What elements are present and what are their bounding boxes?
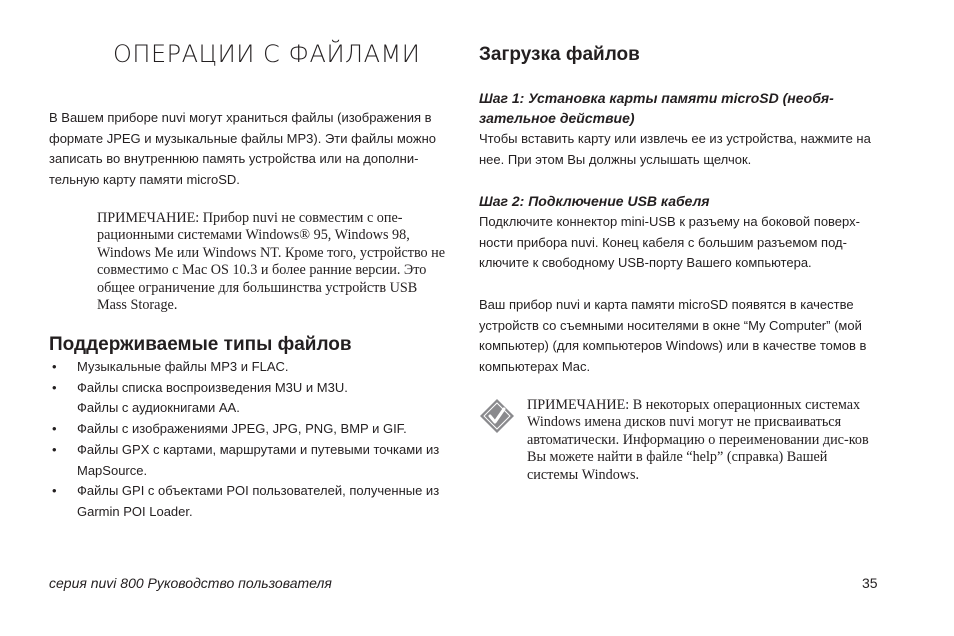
list-item-text: Файлы с изображениями JPEG, JPG, PNG, BMP и GIF. bbox=[77, 421, 407, 437]
bullet-icon: • bbox=[52, 421, 57, 437]
list-item bbox=[52, 378, 462, 419]
bullet-icon: • bbox=[52, 483, 57, 499]
note-diamond-check-icon bbox=[479, 398, 515, 434]
list-item bbox=[52, 481, 462, 522]
list-item bbox=[52, 419, 462, 440]
list-item-text: Файлы GPX с картами, маршрутами и путевыми точками из MapSource. bbox=[77, 441, 440, 478]
intro-paragraph: В Вашем приборе nuvi могут храниться файлы (изображения в формате JPEG и музыкальные файлы MP3). Эти файлы можно записать во внутреннюю память устройства или на дополни-тельную карту памяти microSD. bbox=[49, 110, 436, 188]
result-paragraph: Ваш прибор nuvi и карта памяти microSD появятся в качестве устройств со съемными носителями в окне “My Computer” (мой компьютер) (для компьютеров Windows) или в качестве томов в компьютерах Mac. bbox=[479, 297, 867, 375]
bullet-icon: • bbox=[52, 379, 57, 395]
step1-title: Шаг 1: Установка карты памяти microSD (необя-зательное действие) bbox=[479, 90, 834, 126]
step2-title: Шаг 2: Подключение USB кабеля bbox=[479, 193, 710, 209]
upload-files-heading: Загрузка файлов bbox=[479, 44, 640, 65]
supported-types-list bbox=[52, 357, 462, 523]
compatibility-note: ПРИМЕЧАНИЕ: Прибор nuvi не совместим с опе-рационными системами Windows® 95, Windows 98, Windows Me или Windows NT. Кроме того, устройство не совместимо с Mac OS 10.3 и более ранние версии. Это общее ограничение для большинства устройств USB Mass Storage. bbox=[97, 210, 446, 314]
bullet-icon: • bbox=[52, 359, 57, 374]
page-number: 35 bbox=[862, 575, 878, 591]
step2-text: Подключите коннектор mini-USB к разъему на боковой поверх-ности прибора nuvi. Конец кабеля с большим разъемом под-ключите к свободному USB-порту Вашего компьютера. bbox=[479, 214, 860, 271]
windows-note: ПРИМЕЧАНИЕ: В некоторых операционных системах Windows имена дисков nuvi могут не присваиваться автоматически. Информацию о переименовании дис-ков Вы можете найти в файле “help” (справка) Вашей системы Windows. bbox=[527, 397, 869, 483]
step1-text: Чтобы вставить карту или извлечь ее из устройства, нажмите на нее. При этом Вы должны услышать щелчок. bbox=[479, 131, 871, 167]
list-item bbox=[52, 440, 462, 481]
list-item-text: Музыкальные файлы MP3 и FLAC. bbox=[77, 359, 289, 374]
list-item-text: Файлы списка воспроизведения M3U и M3U. bbox=[77, 379, 348, 395]
list-item bbox=[52, 357, 462, 378]
list-item-text: Файлы GPI с объектами POI пользователей, полученные из Garmin POI Loader. bbox=[77, 483, 440, 519]
supported-types-heading: Поддерживаемые типы файлов bbox=[49, 334, 352, 355]
footer-manual-title: серия nuvi 800 Руководство пользователя bbox=[49, 575, 332, 591]
bullet-icon: • bbox=[52, 441, 57, 457]
list-item-subtext: Файлы с аудиокнигами AA. bbox=[77, 400, 240, 416]
page-title: ОПЕРАЦИИ С ФАЙЛАМИ bbox=[113, 40, 421, 68]
